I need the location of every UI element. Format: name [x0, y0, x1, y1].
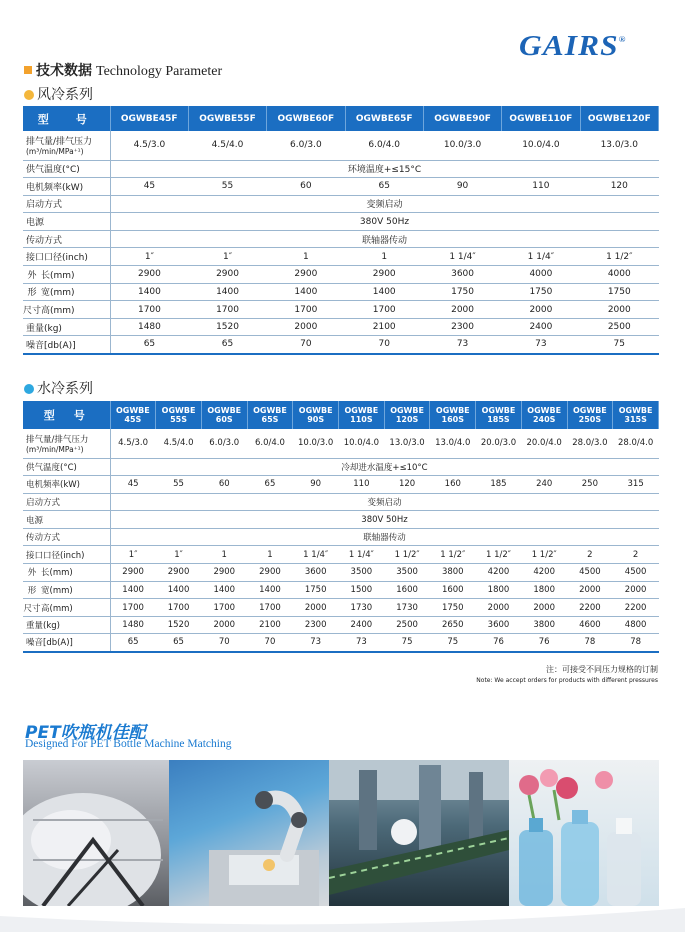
table-cell: 1600	[384, 581, 430, 599]
row-label: 接口口径(inch)	[23, 248, 110, 266]
production-line-photo	[329, 760, 509, 906]
table-cell: 1 1/2″	[384, 546, 430, 564]
air-series-title: 风冷系列	[24, 84, 93, 104]
model-header: OGWBE60F	[267, 106, 345, 131]
table-cell: 1 1/4″	[293, 546, 339, 564]
dimension-label: 长(mm)	[41, 568, 73, 579]
model-header: OGWBE 60S	[201, 401, 247, 429]
table-row	[23, 301, 659, 319]
model-header: OGWBE 240S	[521, 401, 567, 429]
row-label	[23, 266, 110, 284]
table-cell: 6.0/3.0	[267, 131, 345, 160]
table-cell: 73	[423, 336, 501, 354]
table-cell: 1480	[110, 616, 156, 634]
table-row	[23, 476, 659, 494]
row-label: 传动方式	[23, 230, 110, 248]
air-spec-table	[23, 106, 659, 355]
table-cell: 2000	[567, 581, 613, 599]
row-label: 噪音[db(A)]	[23, 336, 110, 354]
table-cell: 1520	[156, 616, 202, 634]
table-cell: 2650	[430, 616, 476, 634]
table-cell: 110	[502, 178, 580, 196]
table-cell: 13.0/4.0	[430, 429, 476, 458]
table-cell: 1700	[156, 599, 202, 617]
table-cell: 1700	[188, 301, 266, 319]
row-label	[23, 301, 110, 319]
table-row	[23, 429, 659, 458]
table-cell: 3500	[384, 564, 430, 582]
table-cell: 4000	[502, 266, 580, 284]
table-cell: 1 1/4″	[339, 546, 385, 564]
table-cell: 75	[384, 634, 430, 652]
table-cell: 1600	[430, 581, 476, 599]
table-cell: 250	[567, 476, 613, 494]
water-spec-table	[23, 401, 659, 653]
table-cell: 2200	[567, 599, 613, 617]
table-cell: 1480	[110, 318, 188, 336]
dimension-label: 宽(mm)	[41, 585, 73, 596]
pet-title: PET吹瓶机佳配	[25, 723, 146, 743]
table-cell: 1700	[110, 301, 188, 319]
table-cell: 1400	[188, 283, 266, 301]
model-header: OGWBE120F	[580, 106, 658, 131]
model-header: OGWBE 185S	[476, 401, 522, 429]
orange-square-icon	[24, 66, 32, 74]
merged-cell: 冷却进水温度+≤10°C	[110, 458, 659, 476]
table-cell: 120	[384, 476, 430, 494]
table-cell: 4500	[567, 564, 613, 582]
table-cell: 110	[339, 476, 385, 494]
table-cell: 2300	[423, 318, 501, 336]
table-cell: 73	[339, 634, 385, 652]
table-cell: 2000	[502, 301, 580, 319]
table-cell: 4.5/3.0	[110, 429, 156, 458]
table-cell: 2200	[613, 599, 659, 617]
table-row	[23, 599, 659, 617]
model-header: OGWBE 55S	[156, 401, 202, 429]
table-cell: 76	[476, 634, 522, 652]
table-cell: 2400	[502, 318, 580, 336]
dimension-group-label: 形	[27, 585, 37, 596]
table-cell: 1700	[267, 301, 345, 319]
merged-cell: 变频启动	[110, 195, 659, 213]
pet-subtitle: Designed For PET Bottle Machine Matching	[25, 738, 232, 750]
row-label	[23, 599, 110, 617]
table-cell: 3800	[430, 564, 476, 582]
table-cell: 2900	[247, 564, 293, 582]
table-cell: 10.0/3.0	[293, 429, 339, 458]
table-cell: 65	[188, 336, 266, 354]
row-label: 重量(kg)	[23, 616, 110, 634]
table-cell: 2900	[201, 564, 247, 582]
table-cell: 70	[267, 336, 345, 354]
dimension-group-label: 形	[27, 288, 37, 299]
table-row	[23, 318, 659, 336]
row-label-unit: (m³/min/MPa⁺¹)	[26, 147, 84, 157]
dimension-group-label: 尺寸	[23, 306, 42, 317]
table-row	[23, 213, 659, 231]
table-cell: 1400	[201, 581, 247, 599]
dimension-label: 长(mm)	[41, 270, 75, 281]
table-cell: 65	[110, 634, 156, 652]
table-cell: 78	[613, 634, 659, 652]
row-label: 启动方式	[23, 195, 110, 213]
table-cell: 1750	[293, 581, 339, 599]
table-cell: 2900	[188, 266, 266, 284]
table-cell: 1400	[110, 581, 156, 599]
air-tank-photo	[23, 760, 169, 906]
table-cell: 1700	[201, 599, 247, 617]
table-cell: 1400	[156, 581, 202, 599]
table-cell: 65	[110, 336, 188, 354]
model-header: OGWBE65F	[345, 106, 423, 131]
pet-bottles-photo	[509, 760, 659, 906]
row-label: 噪音[db(A)]	[23, 634, 110, 652]
table-cell: 1	[267, 248, 345, 266]
table-cell: 1400	[110, 283, 188, 301]
model-header: OGWBE110F	[502, 106, 580, 131]
table-row	[23, 178, 659, 196]
table-cell: 13.0/3.0	[384, 429, 430, 458]
row-label: 电源	[23, 213, 110, 231]
table-cell: 4.5/4.0	[156, 429, 202, 458]
table-header-row	[23, 106, 659, 131]
table-cell: 2900	[345, 266, 423, 284]
table-cell: 2	[613, 546, 659, 564]
table-cell: 1700	[110, 599, 156, 617]
table-cell: 240	[521, 476, 567, 494]
row-label	[23, 131, 110, 160]
table-cell: 1″	[110, 546, 156, 564]
table-row	[23, 458, 659, 476]
blue-dot-icon	[24, 384, 34, 394]
table-cell: 55	[188, 178, 266, 196]
table-cell: 65	[247, 476, 293, 494]
table-cell: 3600	[293, 564, 339, 582]
merged-cell: 380V 50Hz	[110, 213, 659, 231]
table-cell: 2900	[110, 564, 156, 582]
table-cell: 1750	[430, 599, 476, 617]
dimension-label: 宽(mm)	[41, 288, 75, 299]
table-row	[23, 581, 659, 599]
type-header: 型 号	[23, 401, 110, 429]
model-header: OGWBE 160S	[430, 401, 476, 429]
table-cell: 315	[613, 476, 659, 494]
table-cell: 1	[345, 248, 423, 266]
table-cell: 4000	[580, 266, 658, 284]
table-row	[23, 248, 659, 266]
table-cell: 6.0/4.0	[247, 429, 293, 458]
table-cell: 4.5/3.0	[110, 131, 188, 160]
table-cell: 1 1/4″	[423, 248, 501, 266]
row-label-line: 排气量/排气压力	[26, 137, 93, 148]
table-cell: 60	[267, 178, 345, 196]
table-cell: 2100	[345, 318, 423, 336]
table-cell: 1520	[188, 318, 266, 336]
table-cell: 20.0/4.0	[521, 429, 567, 458]
table-cell: 1400	[345, 283, 423, 301]
table-cell: 1750	[423, 283, 501, 301]
table-cell: 3600	[476, 616, 522, 634]
row-label	[23, 429, 110, 458]
table-cell: 45	[110, 476, 156, 494]
model-header: OGWBE90F	[423, 106, 501, 131]
table-cell: 76	[521, 634, 567, 652]
table-cell: 20.0/3.0	[476, 429, 522, 458]
table-cell: 1″	[156, 546, 202, 564]
table-cell: 4200	[476, 564, 522, 582]
table-cell: 10.0/3.0	[423, 131, 501, 160]
table-cell: 60	[201, 476, 247, 494]
table-cell: 1 1/4″	[502, 248, 580, 266]
table-cell: 1800	[521, 581, 567, 599]
model-header: OGWBE 90S	[293, 401, 339, 429]
model-header: OGWBE 110S	[339, 401, 385, 429]
table-cell: 90	[293, 476, 339, 494]
dimension-group-label: 外	[27, 568, 37, 579]
table-cell: 2000	[267, 318, 345, 336]
model-header: OGWBE 65S	[247, 401, 293, 429]
merged-cell: 变频启动	[110, 493, 659, 511]
row-label-unit: (m³/min/MPa⁺¹)	[26, 444, 84, 454]
row-label: 接口口径(inch)	[23, 546, 110, 564]
table-cell: 2000	[476, 599, 522, 617]
table-cell: 1750	[502, 283, 580, 301]
table-cell: 1730	[384, 599, 430, 617]
table-cell: 2400	[339, 616, 385, 634]
table-cell: 2000	[201, 616, 247, 634]
table-cell: 1″	[110, 248, 188, 266]
photo-strip	[23, 760, 659, 906]
row-label: 电源	[23, 511, 110, 529]
table-cell: 2000	[580, 301, 658, 319]
table-cell: 1500	[339, 581, 385, 599]
table-row	[23, 564, 659, 582]
model-header: OGWBE 120S	[384, 401, 430, 429]
table-cell: 1 1/2″	[521, 546, 567, 564]
table-cell: 73	[293, 634, 339, 652]
table-cell: 45	[110, 178, 188, 196]
table-cell: 70	[345, 336, 423, 354]
table-row	[23, 546, 659, 564]
row-label-line: 排气量/排气压力	[26, 434, 89, 445]
table-cell: 1800	[476, 581, 522, 599]
table-cell: 90	[423, 178, 501, 196]
row-label: 供气温度(°C)	[23, 458, 110, 476]
merged-cell: 联轴器传动	[110, 528, 659, 546]
table-row	[23, 266, 659, 284]
table-cell: 6.0/3.0	[201, 429, 247, 458]
model-header: OGWBE45F	[110, 106, 188, 131]
table-cell: 1730	[339, 599, 385, 617]
table-cell: 13.0/3.0	[580, 131, 658, 160]
table-cell: 10.0/4.0	[502, 131, 580, 160]
model-header: OGWBE 315S	[613, 401, 659, 429]
table-cell: 160	[430, 476, 476, 494]
table-cell: 65	[345, 178, 423, 196]
dimension-group-label: 尺寸	[23, 603, 41, 614]
table-row	[23, 528, 659, 546]
table-cell: 1750	[580, 283, 658, 301]
dimension-label: 高(mm)	[41, 306, 75, 317]
table-row	[23, 131, 659, 160]
table-cell: 55	[156, 476, 202, 494]
table-cell: 2	[567, 546, 613, 564]
table-cell: 2000	[423, 301, 501, 319]
table-cell: 2000	[613, 581, 659, 599]
table-cell: 1″	[188, 248, 266, 266]
table-cell: 1700	[345, 301, 423, 319]
table-cell: 1400	[247, 581, 293, 599]
table-cell: 1 1/2″	[476, 546, 522, 564]
table-row	[23, 493, 659, 511]
table-cell: 28.0/3.0	[567, 429, 613, 458]
table-cell: 2900	[267, 266, 345, 284]
table-cell: 70	[247, 634, 293, 652]
table-cell: 1 1/2″	[580, 248, 658, 266]
row-label: 启动方式	[23, 493, 110, 511]
table-row	[23, 634, 659, 652]
table-cell: 2100	[247, 616, 293, 634]
merged-cell: 环境温度+≤15°C	[110, 160, 659, 178]
table-cell: 1	[247, 546, 293, 564]
row-label: 电机频率(kW)	[23, 476, 110, 494]
row-label: 供气温度(°C)	[23, 160, 110, 178]
table-row	[23, 283, 659, 301]
type-header: 型 号	[23, 106, 110, 131]
table-cell: 73	[502, 336, 580, 354]
table-cell: 6.0/4.0	[345, 131, 423, 160]
table-header-row	[23, 401, 659, 429]
custom-order-note: 注：可接受不同压力规格的订制 Note: We accept orders for products with different pressures	[476, 665, 658, 684]
table-cell: 4500	[613, 564, 659, 582]
table-cell: 120	[580, 178, 658, 196]
table-cell: 4200	[521, 564, 567, 582]
row-label	[23, 564, 110, 582]
table-cell: 75	[580, 336, 658, 354]
table-cell: 75	[430, 634, 476, 652]
table-cell: 3500	[339, 564, 385, 582]
dimension-group-label: 外	[27, 270, 37, 281]
table-row	[23, 511, 659, 529]
table-row	[23, 195, 659, 213]
table-cell: 2900	[156, 564, 202, 582]
table-cell: 3600	[423, 266, 501, 284]
table-cell: 10.0/4.0	[339, 429, 385, 458]
gairs-logo: GAIRS®	[519, 31, 627, 62]
table-cell: 28.0/4.0	[613, 429, 659, 458]
table-cell: 3800	[521, 616, 567, 634]
table-row	[23, 160, 659, 178]
merged-cell: 380V 50Hz	[110, 511, 659, 529]
row-label: 电机频率(kW)	[23, 178, 110, 196]
row-label: 重量(kg)	[23, 318, 110, 336]
footer-wave	[0, 902, 685, 932]
table-cell: 70	[201, 634, 247, 652]
table-cell: 1	[201, 546, 247, 564]
row-label: 传动方式	[23, 528, 110, 546]
table-cell: 4800	[613, 616, 659, 634]
table-row	[23, 336, 659, 354]
table-cell: 185	[476, 476, 522, 494]
table-cell: 65	[156, 634, 202, 652]
table-row	[23, 616, 659, 634]
table-cell: 1400	[267, 283, 345, 301]
table-cell: 2900	[110, 266, 188, 284]
model-header: OGWBE 250S	[567, 401, 613, 429]
model-header: OGWBE 45S	[110, 401, 156, 429]
table-cell: 2300	[293, 616, 339, 634]
table-cell: 78	[567, 634, 613, 652]
table-cell: 1700	[247, 599, 293, 617]
table-row	[23, 230, 659, 248]
table-cell: 2500	[384, 616, 430, 634]
orange-dot-icon	[24, 90, 34, 100]
water-series-title: 水冷系列	[24, 378, 93, 398]
table-cell: 2000	[293, 599, 339, 617]
merged-cell: 联轴器传动	[110, 230, 659, 248]
robot-arm-photo	[169, 760, 329, 906]
table-cell: 2000	[521, 599, 567, 617]
dimension-label: 高(mm)	[41, 603, 73, 614]
table-cell: 2500	[580, 318, 658, 336]
table-cell: 4600	[567, 616, 613, 634]
row-label	[23, 283, 110, 301]
row-label	[23, 581, 110, 599]
table-cell: 1 1/2″	[430, 546, 476, 564]
table-cell: 4.5/4.0	[188, 131, 266, 160]
model-header: OGWBE55F	[188, 106, 266, 131]
section-heading: 技术数据 Technology Parameter	[24, 60, 222, 80]
